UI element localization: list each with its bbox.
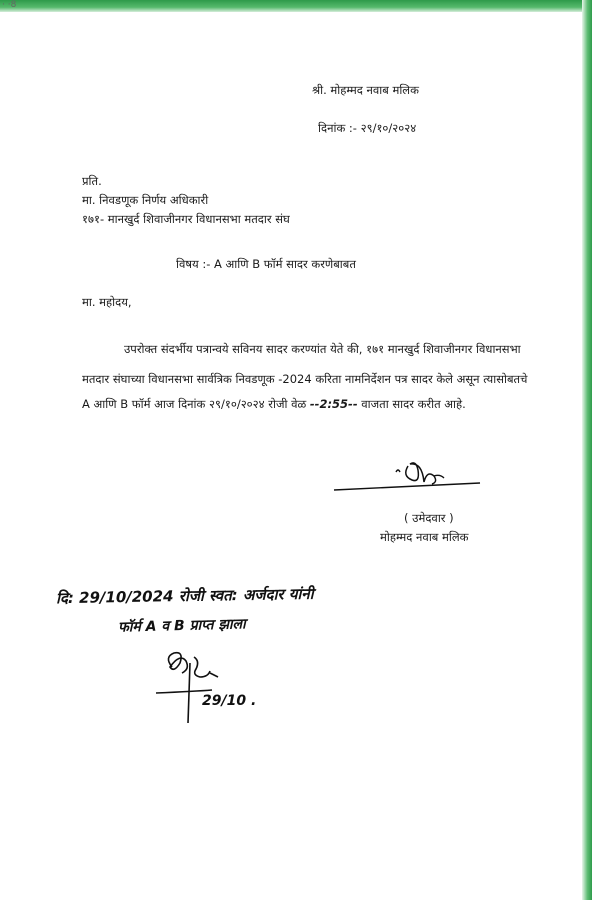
handwritten-note-line-2: फॉर्म A व B प्राप्त झाला xyxy=(117,616,246,636)
letter-date: दिनांक :- २९/१०/२०२४ xyxy=(318,121,417,135)
recipient-constituency: १७१- मानखुर्द शिवाजीनगर विधानसभा मतदार संघ xyxy=(82,212,290,226)
body-line-1: उपरोक्त संदर्भीय पत्रान्वये सविनय सादर करण्यांत येते की, १७१ मानखुर्द शिवाजीनगर विधानसभा xyxy=(124,342,521,356)
salutation: मा. महोदय, xyxy=(82,295,132,309)
handwritten-note-line-1: दि: 29/10/2024 रोजी स्वत: अर्जदार यांनी xyxy=(55,584,314,608)
recipient-title: मा. निवडणूक निर्णय अधिकारी xyxy=(82,193,209,207)
body-line-3 xyxy=(82,398,466,412)
letter-subject: विषय :- A आणि B फॉर्म सादर करणेबाबत xyxy=(176,257,356,271)
candidate-label: ( उमेदवार ) xyxy=(404,511,454,525)
page-edge-mark: · ·8 xyxy=(2,0,17,10)
page-right-border xyxy=(582,0,592,900)
filled-time: --2:55-- xyxy=(309,397,358,411)
to-label: प्रति. xyxy=(82,174,102,188)
body-line-2: मतदार संघाच्या विधानसभा सार्वत्रिक निवडणूक -2024 करिता नामनिर्देशन पत्र सादर केले असून त्यासोबतचे xyxy=(82,372,528,386)
candidate-name: मोहम्मद नवाब मलिक xyxy=(380,530,469,544)
candidate-signature xyxy=(330,452,490,502)
handwritten-date: 29/10 . xyxy=(202,693,257,709)
page-top-border xyxy=(0,0,592,12)
sender-name: श्री. मोहम्मद नवाब मलिक xyxy=(312,83,419,97)
officer-signature xyxy=(150,645,270,725)
body-line-3-end: वाजता सादर करीत आहे. xyxy=(361,397,466,411)
body-line-3-text: A आणि B फॉर्म आज दिनांक २९/१०/२०२४ रोजी वेळ xyxy=(82,397,307,411)
